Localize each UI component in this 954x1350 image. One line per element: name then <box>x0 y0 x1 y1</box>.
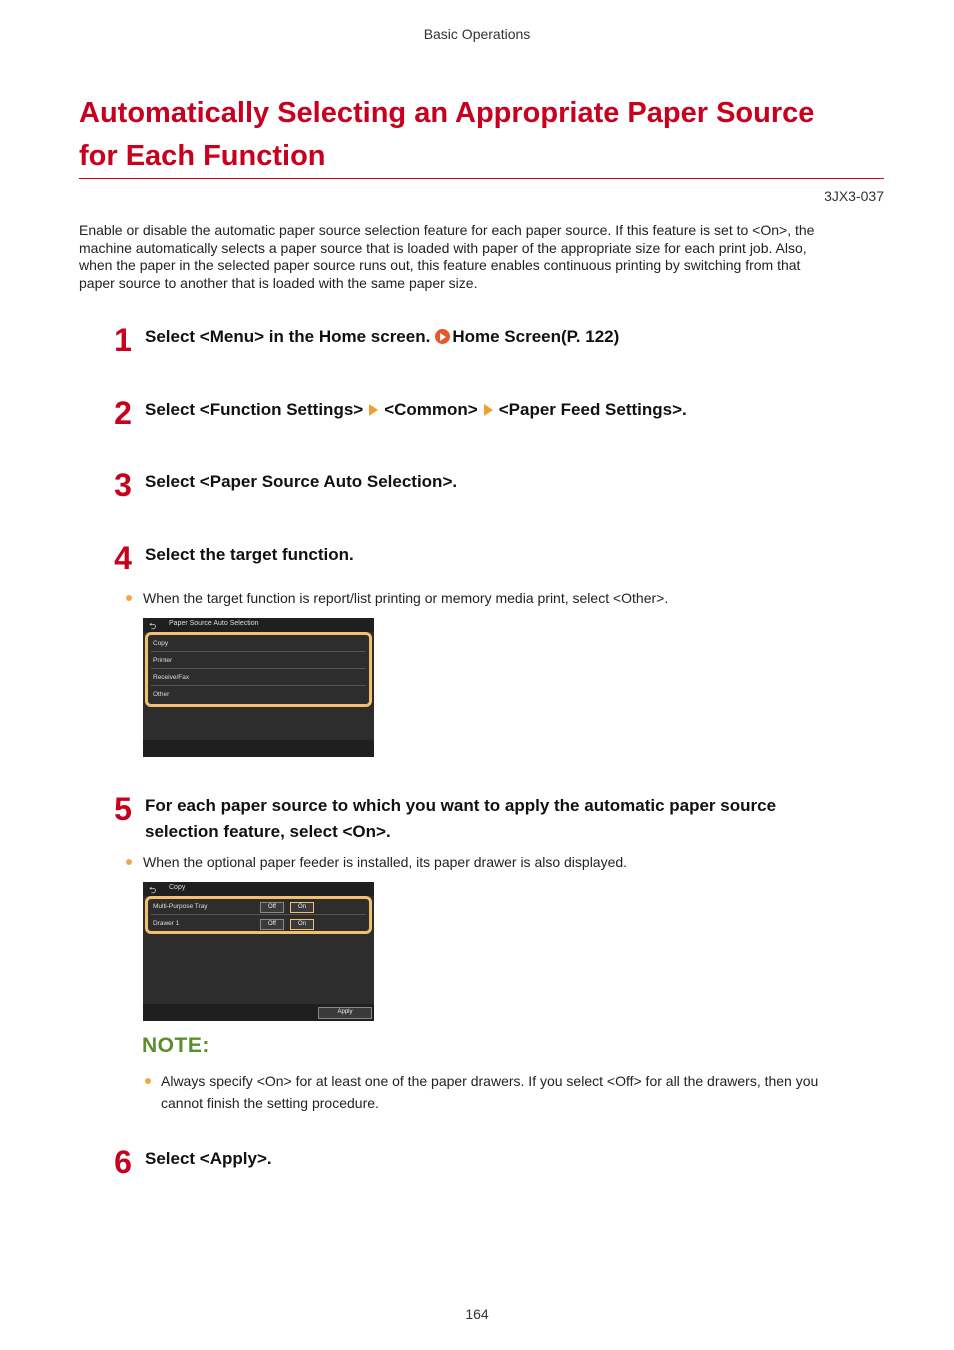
step-2-part-3: <Paper Feed Settings>. <box>498 400 687 419</box>
step-1-instruction: Select <Menu> in the Home screen. <box>145 327 431 346</box>
on-button[interactable]: On <box>290 902 314 913</box>
function-item-copy[interactable]: Copy <box>151 636 366 652</box>
triangle-right-icon <box>369 404 378 416</box>
copy-paper-source-screen <box>143 882 374 1021</box>
screen-title: Paper Source Auto Selection <box>169 620 259 627</box>
off-button[interactable]: Off <box>260 902 284 913</box>
intro-line: paper source to another that is loaded with the same paper size. <box>79 274 478 291</box>
function-item-printer[interactable]: Printer <box>151 653 366 669</box>
apply-button[interactable]: Apply <box>318 1007 372 1019</box>
step-number-3: 3 <box>114 467 132 503</box>
page-title <box>79 92 879 178</box>
step-4-text: Select the target function. <box>145 545 354 564</box>
paper-source-label: Multi-Purpose Tray <box>153 903 208 910</box>
step-4-bullet: When the target function is report/list printing or memory media print, select <Other>. <box>143 590 669 606</box>
home-screen-link[interactable]: Home Screen(P. 122) <box>452 327 620 346</box>
bullet-icon <box>126 595 132 601</box>
bullet-icon <box>145 1078 151 1084</box>
screen-title: Copy <box>169 884 186 891</box>
step-number-6: 6 <box>114 1144 132 1180</box>
paper-source-auto-selection-screen <box>143 618 374 757</box>
step-2-part-2: <Common> <box>384 400 478 419</box>
step-6-text: Select <Apply>. <box>145 1149 272 1168</box>
step-2-part-1: Select <Function Settings> <box>145 400 364 419</box>
page-title-line-1: Automatically Selecting an Appropriate Paper Source <box>79 97 815 129</box>
step-3-text: Select <Paper Source Auto Selection>. <box>145 472 458 491</box>
screen-title-bar <box>143 618 374 632</box>
highlight-frame <box>145 632 372 707</box>
note-line: cannot finish the setting procedure. <box>161 1095 379 1111</box>
step-2-text <box>145 397 687 423</box>
screen-title-bar <box>143 882 374 896</box>
step-5-text <box>145 793 776 845</box>
highlight-frame <box>145 896 372 934</box>
bullet-icon <box>126 859 132 865</box>
page-number: 164 <box>465 1306 489 1322</box>
triangle-right-icon <box>484 404 493 416</box>
function-item-receive-fax[interactable]: Receive/Fax <box>151 670 366 686</box>
document-id: 3JX3-037 <box>824 188 884 204</box>
step-number-5: 5 <box>114 791 132 827</box>
step-5-line-2: selection feature, select <On>. <box>145 822 391 841</box>
intro-line: machine automatically selects a paper source that is loaded with paper of the appropriate size for each print job. Also, <box>79 239 807 256</box>
step-number-4: 4 <box>114 540 132 576</box>
screen-bottom-bar <box>143 1004 374 1021</box>
page-title-line-2: for Each Function <box>79 140 326 172</box>
intro-line: when the paper in the selected paper source runs out, this feature enables continuous printing by switching from that <box>79 257 801 273</box>
paper-source-row <box>151 899 366 915</box>
step-number-2: 2 <box>114 395 132 431</box>
step-5-bullet: When the optional paper feeder is installed, its paper drawer is also displayed. <box>143 854 628 870</box>
title-divider <box>79 178 884 179</box>
on-button[interactable]: On <box>290 919 314 930</box>
step-number-1: 1 <box>114 322 132 358</box>
running-header: Basic Operations <box>423 26 531 42</box>
note-line: Always specify <On> for at least one of the paper drawers. If you select <Off> for all the drawers, then you <box>161 1073 819 1089</box>
paper-source-row <box>151 916 366 932</box>
note-heading: NOTE: <box>142 1034 210 1057</box>
step-1-text <box>145 324 619 350</box>
link-arrow-icon <box>435 329 450 344</box>
intro-paragraph <box>79 222 885 292</box>
back-icon[interactable]: ⮌ <box>149 885 157 895</box>
paper-source-label: Drawer 1 <box>153 920 180 927</box>
note-text <box>161 1070 886 1114</box>
step-5-line-1: For each paper source to which you want to apply the automatic paper source <box>145 796 777 815</box>
screen-bottom-bar <box>143 740 374 757</box>
back-icon[interactable]: ⮌ <box>149 621 157 631</box>
intro-line: Enable or disable the automatic paper source selection feature for each paper source. If this feature is set to <On>, the <box>79 222 815 238</box>
function-item-other[interactable]: Other <box>153 691 170 698</box>
off-button[interactable]: Off <box>260 919 284 930</box>
